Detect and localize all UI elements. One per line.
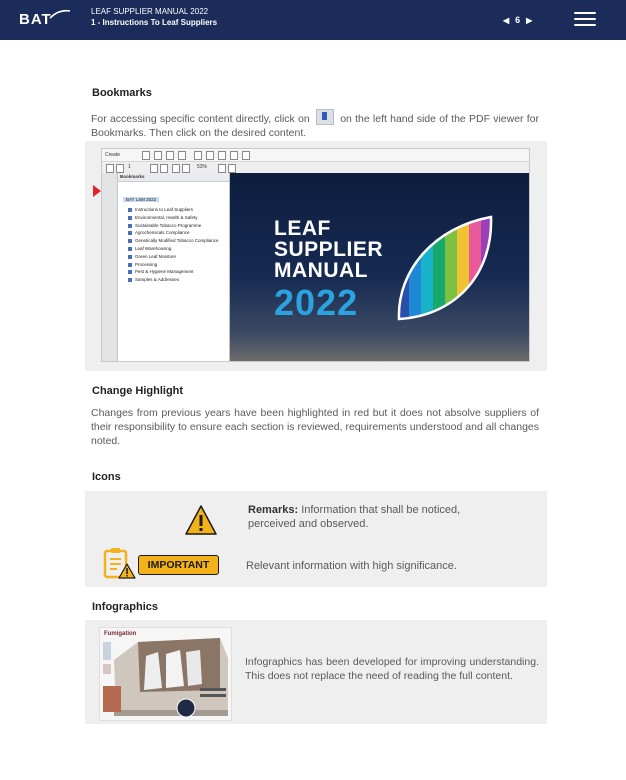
warehouse-illustration-icon — [100, 628, 231, 720]
page-navigator — [503, 13, 532, 27]
create-menu: Create — [105, 152, 121, 158]
page-box: 1 — [128, 164, 131, 170]
bookmark-panel-icon — [316, 109, 334, 125]
change-highlight-heading: Change Highlight — [92, 385, 184, 397]
fumigation-infographic-thumbnail — [99, 627, 232, 721]
chevron-left-icon[interactable]: ◀ — [503, 15, 510, 25]
hamburger-menu-icon[interactable] — [574, 12, 596, 28]
icons-heading: Icons — [92, 471, 121, 483]
cover-line-3: MANUAL — [274, 259, 368, 282]
bookmark-item: Samples & Addresses — [123, 276, 229, 284]
bookmark-item: Instructions to Leaf Suppliers — [123, 206, 229, 214]
pdf-toolbar-top — [102, 149, 529, 162]
manual-cover — [230, 173, 529, 361]
bookmarks-tree — [118, 182, 229, 284]
cover-line-2: SUPPLIER — [274, 238, 384, 261]
infographics-heading: Infographics — [92, 601, 159, 613]
pdf-viewer-screenshot — [101, 148, 530, 362]
logo-swoosh-icon — [49, 9, 71, 21]
bookmark-item: Green Leaf Moisture — [123, 253, 229, 261]
top-header-bar — [0, 0, 626, 40]
bookmark-root: BAT LSM 2022 — [123, 197, 159, 202]
bookmark-item: Genetically Modified Tobacco Compliance — [123, 237, 229, 245]
pdf-left-strip — [102, 173, 118, 361]
infographics-text: Infographics has been developed for improving understanding. This does not replace the need of reading the full content. — [245, 656, 539, 682]
bookmark-item: Environmental, Health & Safety — [123, 214, 229, 222]
logo-text: BAT — [19, 11, 52, 28]
bookmark-item: Agrochemicals Compliance — [123, 229, 229, 237]
infographic-title: Fumigation — [104, 631, 137, 637]
cover-title — [274, 218, 383, 281]
chevron-right-icon[interactable]: ▶ — [526, 15, 533, 25]
pdf-bookmarks-panel — [118, 173, 230, 361]
cover-line-1: LEAF — [274, 217, 331, 240]
bookmark-item: Pest & Hygiene Management — [123, 268, 229, 276]
clipboard-warning-icon — [102, 546, 136, 580]
important-description: Relevant information with high significance. — [246, 560, 457, 572]
bookmarks-heading: Bookmarks — [92, 87, 152, 99]
warning-triangle-icon — [184, 504, 218, 536]
bookmarks-panel-title: Bookmarks — [118, 173, 229, 182]
page-number: 6 — [515, 15, 521, 25]
important-label-badge: IMPORTANT — [138, 555, 219, 575]
remarks-label: Remarks: — [248, 504, 299, 516]
document-title: LEAF SUPPLIER MANUAL 2022 — [91, 7, 209, 16]
remarks-text: Information that shall be noticed, perceived and observed. — [248, 504, 461, 530]
cover-year: 2022 — [274, 282, 359, 323]
bookmark-item: Sustainable Tobacco Programme — [123, 222, 229, 230]
remarks-description — [248, 503, 498, 531]
rainbow-leaf-icon — [395, 215, 495, 325]
red-pointer-arrow-icon — [93, 185, 101, 197]
bookmark-item: Processing — [123, 261, 229, 269]
section-title: 1 - Instructions To Leaf Suppliers — [91, 18, 218, 27]
change-highlight-text: Changes from previous years have been highlighted in red but it does not absolve suppliers of their responsibility to ensure each section is reviewed, requirements understood and all changes noted. — [91, 407, 539, 447]
bat-logo — [19, 9, 71, 33]
bookmarks-text-after: on the left hand side of the PDF viewer for Bookmarks. Then click on the desired content. — [91, 113, 540, 139]
zoom-box: 53% — [197, 164, 208, 170]
bookmarks-text-before: For accessing specific content directly, click on — [91, 113, 310, 125]
bookmark-item: Leaf Warehousing — [123, 245, 229, 253]
bookmarks-paragraph — [91, 109, 539, 140]
